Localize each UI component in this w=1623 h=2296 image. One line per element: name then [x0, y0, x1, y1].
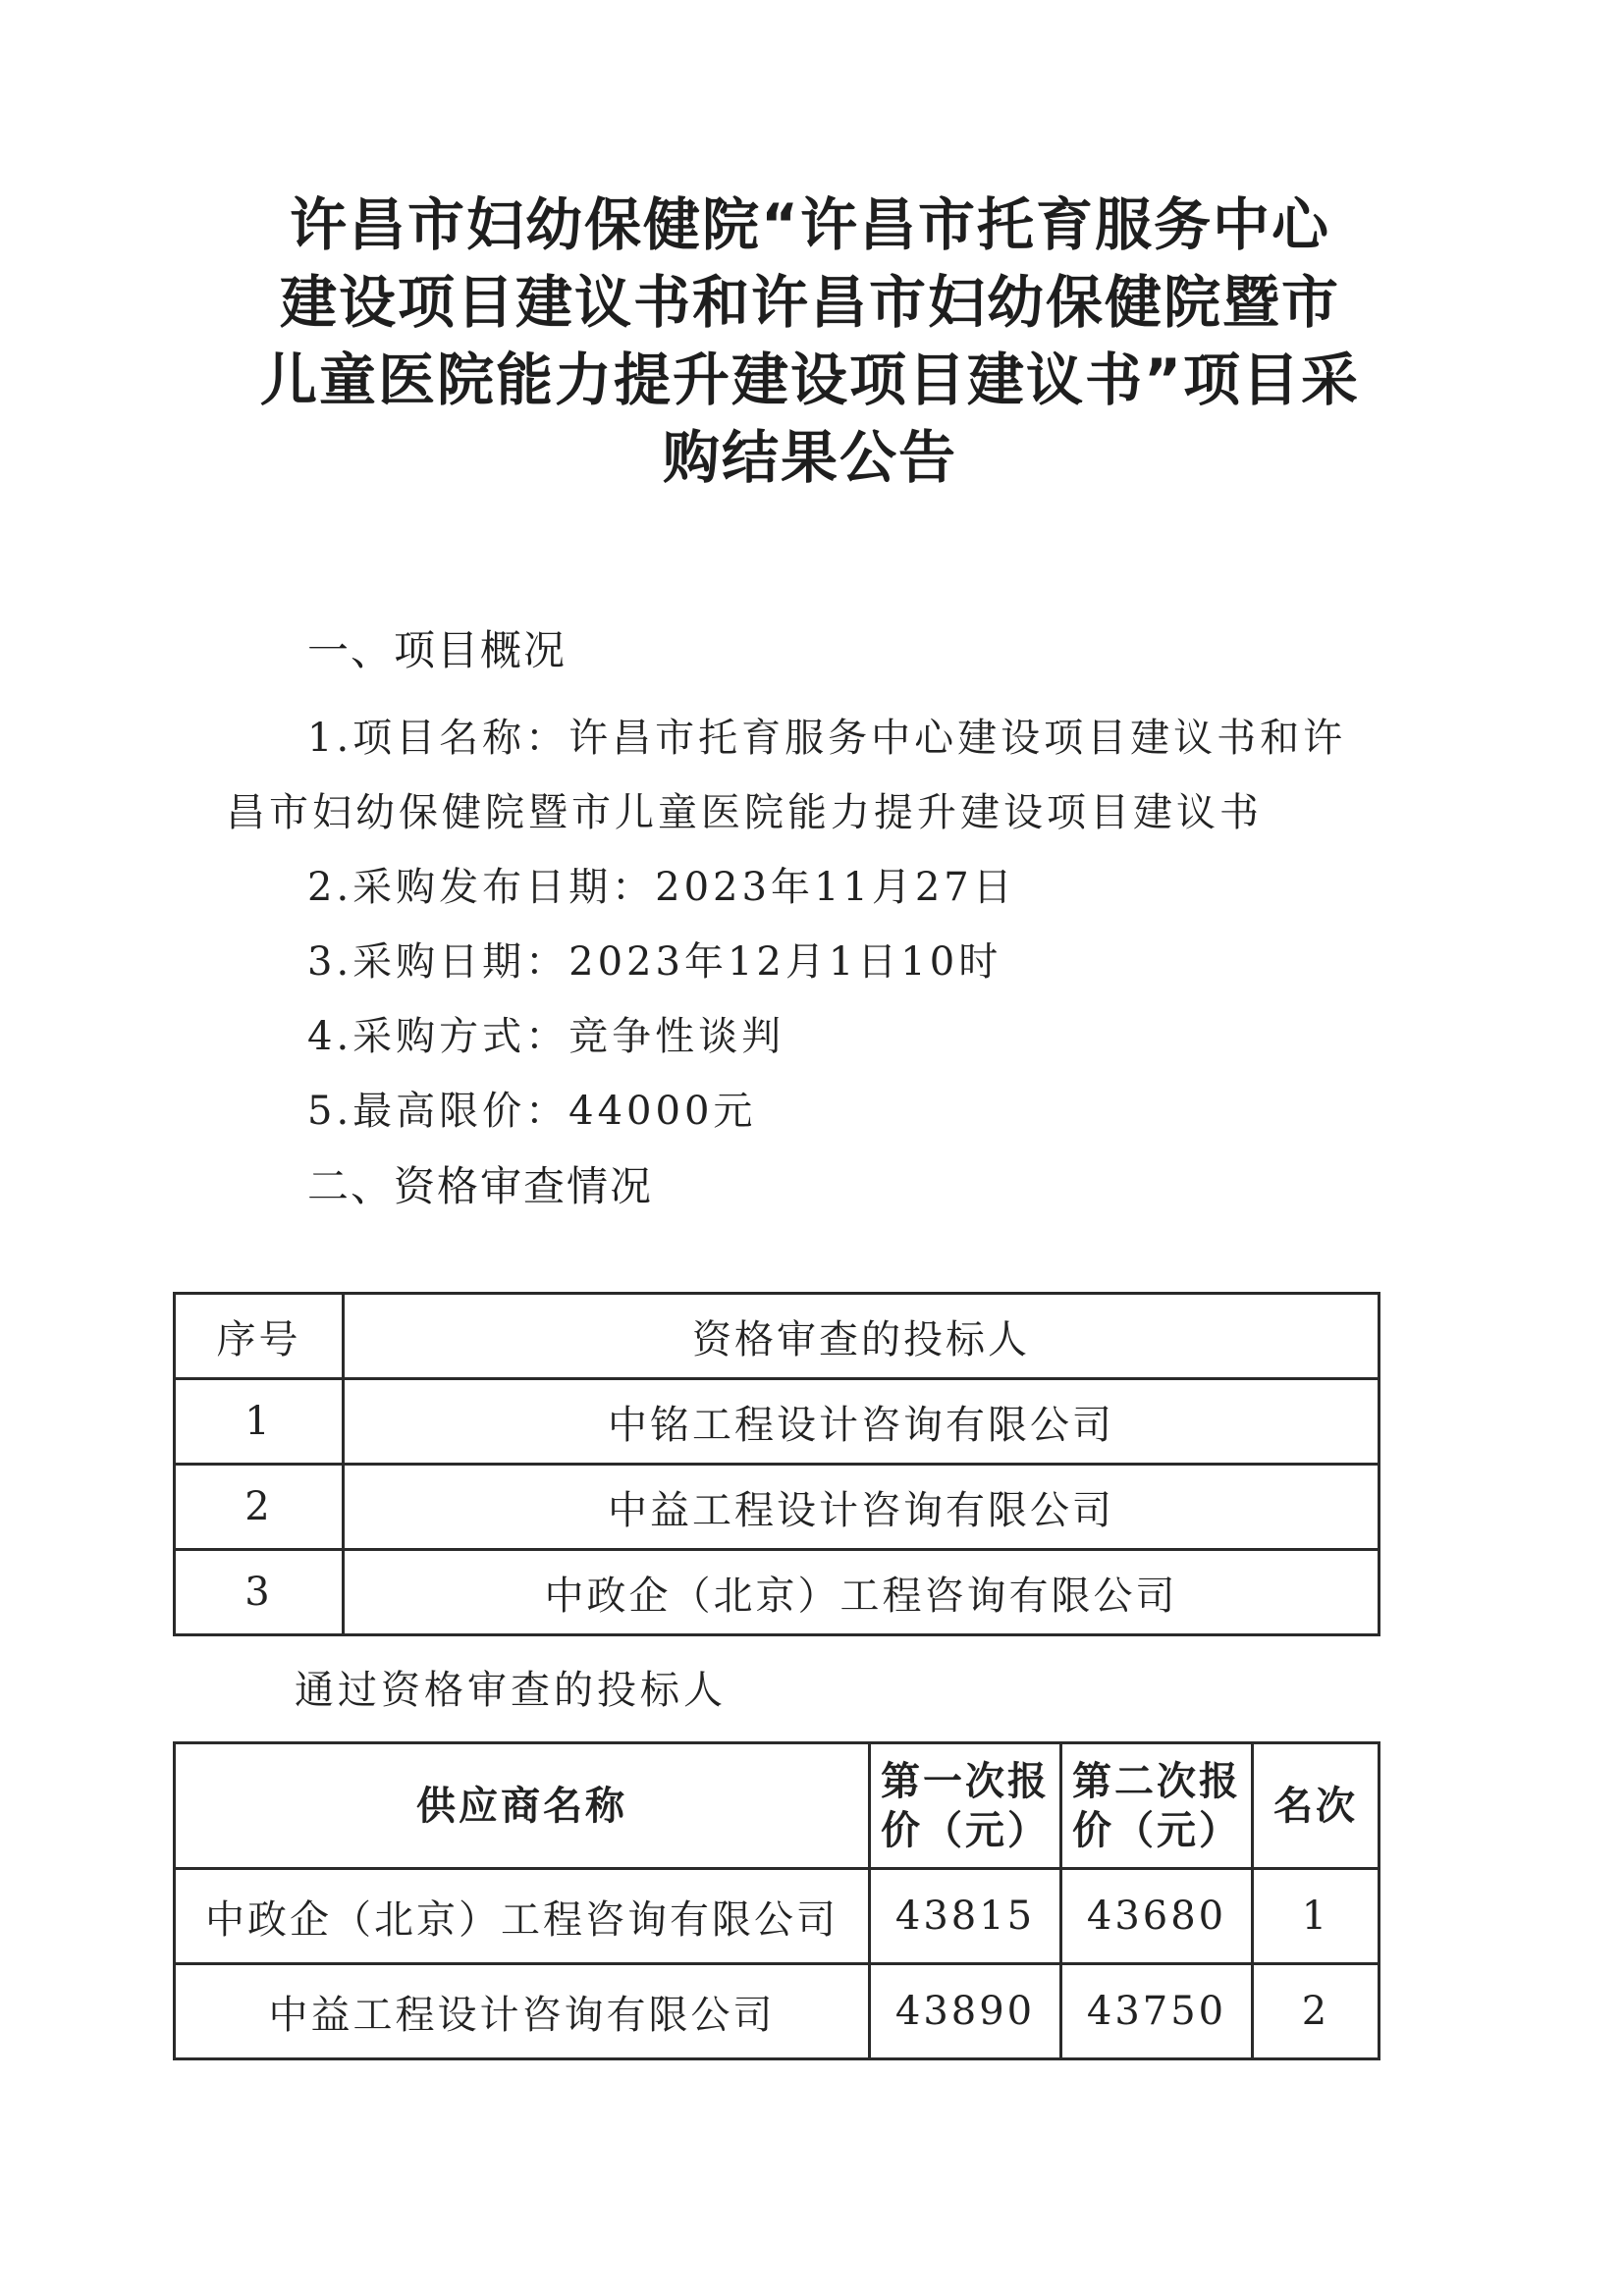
header-first-quote: 第一次报价（元）: [870, 1743, 1061, 1869]
header-second-quote: 第二次报价（元）: [1061, 1743, 1253, 1869]
header-supplier: 供应商名称: [175, 1743, 870, 1869]
qualification-table: [173, 1292, 1380, 1636]
procurement-method: 4.采购方式：竞争性谈判: [307, 1014, 785, 1059]
passed-bidders-caption: 通过资格审查的投标人: [295, 1668, 727, 1713]
project-name-line-2: 昌市妇幼保健院暨市儿童医院能力提升建设项目建议书: [226, 790, 1263, 835]
procurement-date: 3.采购日期：2023年12月1日10时: [307, 939, 1002, 985]
table-row: [175, 1964, 1380, 2059]
title-line: 儿童医院能力提升建设项目建议书”项目采: [259, 347, 1361, 413]
document-title: [226, 187, 1394, 497]
table-header-row: [175, 1743, 1380, 1869]
header-index: 序号: [175, 1294, 344, 1379]
row-rank: 2: [1253, 1964, 1380, 2059]
row-second-quote: 43680: [1061, 1869, 1253, 1964]
table-header-row: [175, 1294, 1380, 1379]
project-name-line-1: 1.项目名称：许昌市托育服务中心建设项目建议书和许: [307, 716, 1347, 761]
row-index: 1: [175, 1379, 344, 1465]
header-bidder: 资格审查的投标人: [344, 1294, 1380, 1379]
title-line: 购结果公告: [662, 424, 957, 491]
row-bidder: 中铭工程设计咨询有限公司: [344, 1379, 1380, 1465]
row-rank: 1: [1253, 1869, 1380, 1964]
row-first-quote: 43815: [870, 1869, 1061, 1964]
row-supplier: 中益工程设计咨询有限公司: [175, 1964, 870, 2059]
publish-date: 2.采购发布日期：2023年11月27日: [307, 865, 1016, 910]
table-row: [175, 1869, 1380, 1964]
row-second-quote: 43750: [1061, 1964, 1253, 2059]
quotation-table: [173, 1741, 1380, 2060]
row-index: 3: [175, 1550, 344, 1635]
row-bidder: 中益工程设计咨询有限公司: [344, 1465, 1380, 1550]
title-line: 建设项目建议书和许昌市妇幼保健院暨市: [279, 269, 1340, 336]
section-heading-overview: 一、项目概况: [307, 626, 568, 674]
max-price: 5.最高限价：44000元: [307, 1089, 757, 1134]
row-first-quote: 43890: [870, 1964, 1061, 2059]
table-row: [175, 1379, 1380, 1465]
row-index: 2: [175, 1465, 344, 1550]
title-line: 许昌市妇幼保健院“许昌市托育服务中心: [289, 191, 1331, 258]
row-bidder: 中政企（北京）工程咨询有限公司: [344, 1550, 1380, 1635]
table-row: [175, 1550, 1380, 1635]
section-heading-qualification: 二、资格审查情况: [307, 1162, 654, 1210]
table-row: [175, 1465, 1380, 1550]
header-rank: 名次: [1253, 1743, 1380, 1869]
row-supplier: 中政企（北京）工程咨询有限公司: [175, 1869, 870, 1964]
